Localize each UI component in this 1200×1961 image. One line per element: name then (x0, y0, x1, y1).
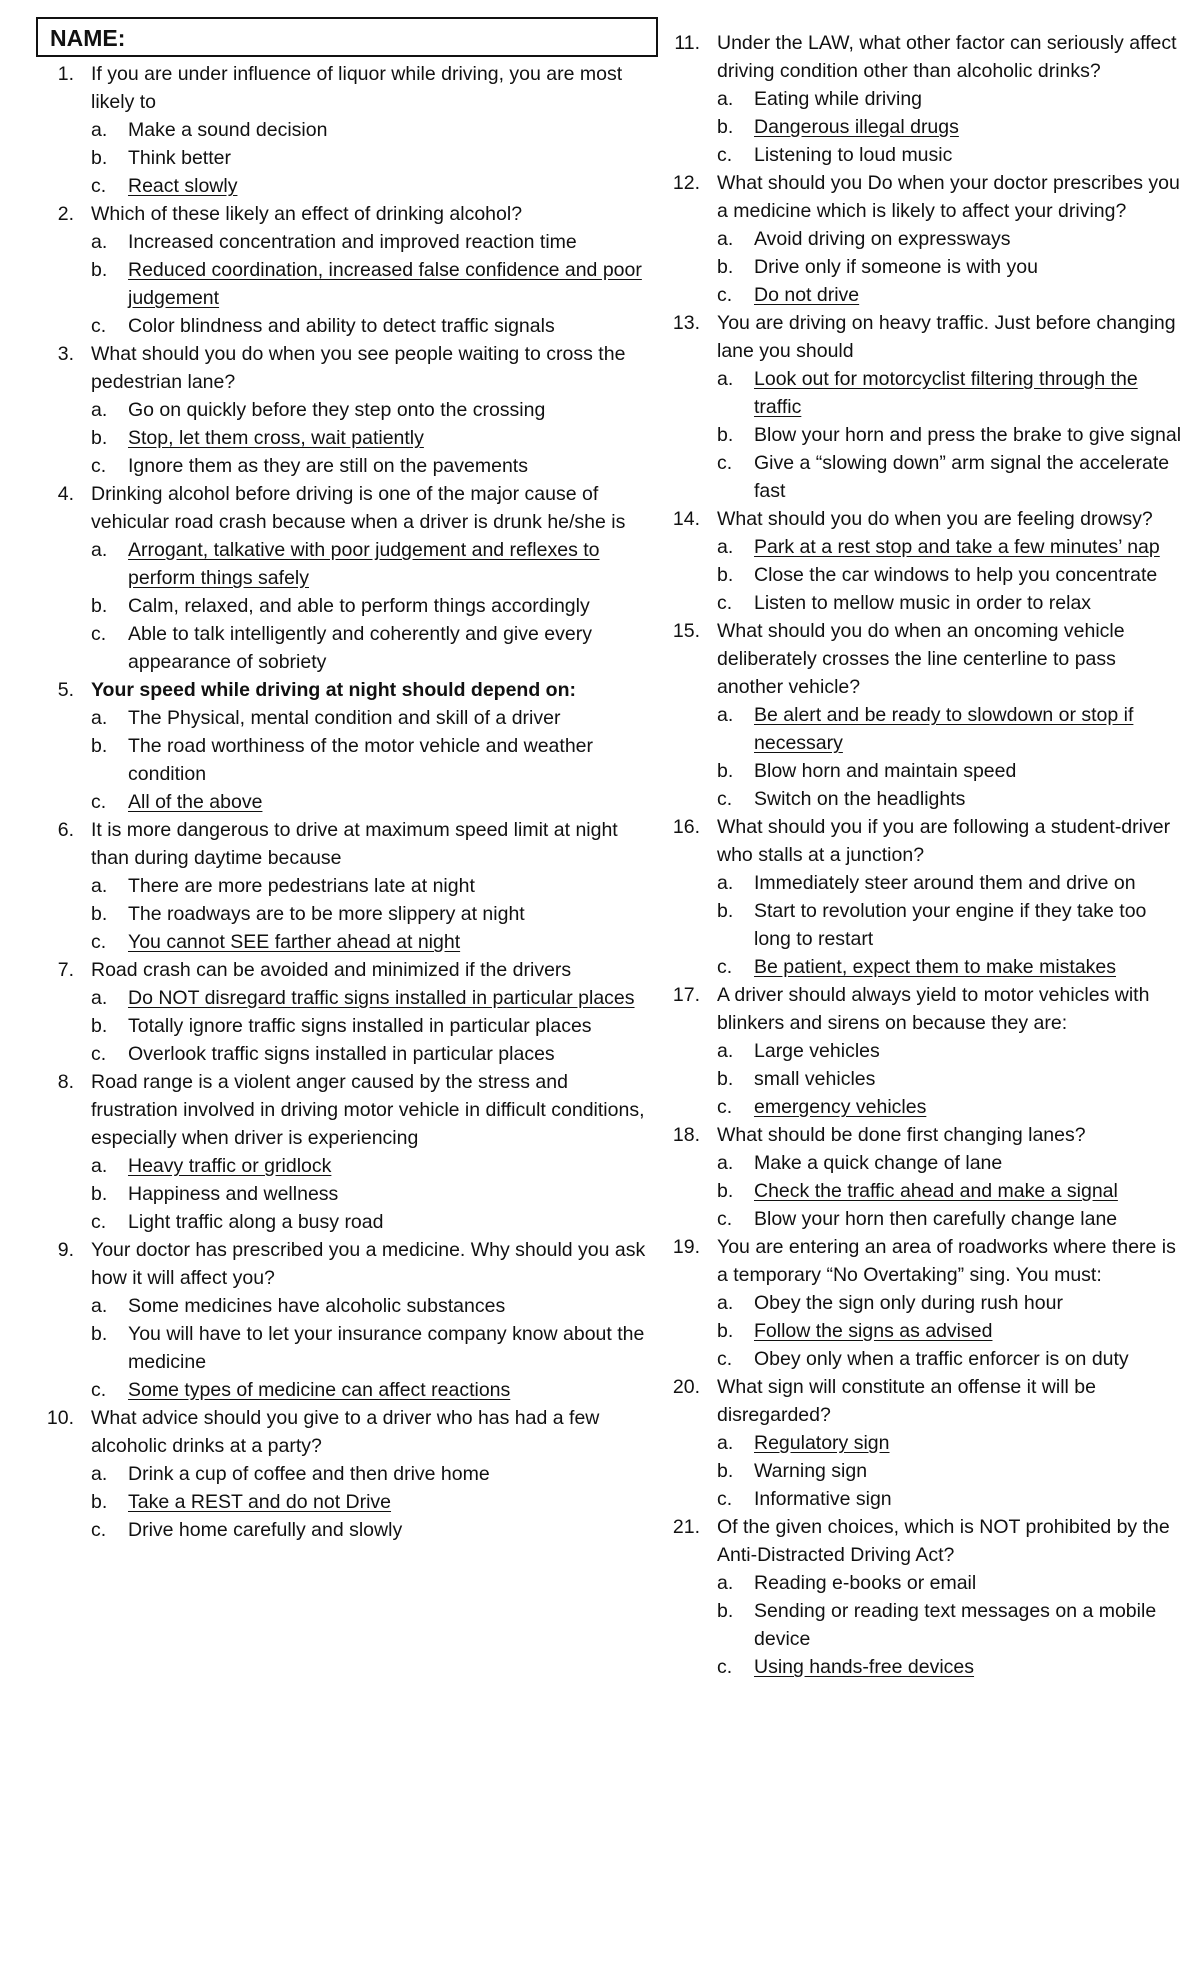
question-text: Of the given choices, which is NOT prohibited by the Anti-Distracted Driving Act? (717, 1516, 1170, 1566)
answer-option[interactable] (717, 141, 1182, 169)
question-number: 17. (672, 984, 700, 1006)
answer-option[interactable] (717, 1485, 1182, 1513)
option-text: Large vehicles (754, 1040, 880, 1062)
question-text: What should you do when you see people waiting to cross the pedestrian lane? (91, 343, 626, 393)
answer-option[interactable] (91, 144, 656, 172)
answer-options (717, 1289, 1182, 1373)
option-letter: c. (717, 956, 733, 978)
question-number: 16. (672, 816, 700, 838)
answer-options (91, 1460, 656, 1544)
option-letter: b. (91, 1323, 108, 1345)
question-number: 15. (672, 620, 700, 642)
option-text: Drink a cup of coffee and then drive home (128, 1463, 490, 1485)
answer-options (91, 1152, 656, 1236)
answer-option[interactable] (717, 1597, 1182, 1653)
answer-option-correct[interactable] (91, 1376, 656, 1404)
answer-options (91, 872, 656, 956)
option-text: Do NOT disregard traffic signs installed in particular places (128, 987, 635, 1009)
question-number: 6. (57, 819, 74, 841)
question-item (662, 1513, 1182, 1681)
question-number: 4. (57, 483, 74, 505)
name-field[interactable] (36, 17, 658, 57)
option-letter: c. (91, 1211, 107, 1233)
option-text: Increased concentration and improved reaction time (128, 231, 577, 253)
question-text: Which of these likely an effect of drinking alcohol? (91, 203, 523, 225)
question-item (662, 813, 1182, 981)
option-text: Drive only if someone is with you (754, 256, 1038, 278)
question-text: Road crash can be avoided and minimized if the drivers (91, 959, 572, 981)
answer-option[interactable] (717, 869, 1182, 897)
answer-option[interactable] (91, 396, 656, 424)
question-item (36, 676, 656, 816)
option-letter: c. (717, 284, 733, 306)
answer-option[interactable] (717, 1345, 1182, 1373)
option-letter: a. (717, 88, 734, 110)
answer-option-correct[interactable] (91, 536, 656, 592)
option-letter: b. (91, 1015, 108, 1037)
answer-option[interactable] (91, 872, 656, 900)
answer-option[interactable] (717, 561, 1182, 589)
answer-option[interactable] (91, 228, 656, 256)
option-text: Arrogant, talkative with poor judgement and reflexes to perform things safely (128, 539, 600, 589)
answer-option[interactable] (717, 1149, 1182, 1177)
option-text: Blow horn and maintain speed (754, 760, 1017, 782)
option-text: Follow the signs as advised (754, 1320, 993, 1342)
left-column (36, 0, 656, 1544)
question-text: What should you do when you are feeling drowsy? (717, 508, 1153, 530)
answer-options (717, 365, 1182, 505)
answer-options (91, 704, 656, 816)
option-text: Listen to mellow music in order to relax (754, 592, 1092, 614)
option-letter: c. (91, 315, 107, 337)
answer-options (717, 701, 1182, 813)
option-letter: c. (717, 452, 733, 474)
question-text: What sign will constitute an offense it will be disregarded? (717, 1376, 1096, 1426)
question-number: 19. (672, 1236, 700, 1258)
option-text: Be alert and be ready to slowdown or stop if necessary (754, 704, 1134, 754)
question-number: 2. (57, 203, 74, 225)
option-text: The roadways are to be more slippery at night (128, 903, 525, 925)
option-text: Do not drive (754, 284, 860, 306)
option-text: Some medicines have alcoholic substances (128, 1295, 506, 1317)
option-text: Ignore them as they are still on the pavements (128, 455, 528, 477)
option-letter: c. (717, 1348, 733, 1370)
answer-option[interactable] (91, 1208, 656, 1236)
option-letter: a. (717, 872, 734, 894)
answer-option[interactable] (717, 1289, 1182, 1317)
question-number: 3. (57, 343, 74, 365)
option-letter: b. (717, 1320, 734, 1342)
option-letter: a. (91, 119, 108, 141)
answer-option-correct[interactable] (91, 928, 656, 956)
question-item (662, 1373, 1182, 1513)
answer-options (91, 396, 656, 480)
answer-option[interactable] (717, 253, 1182, 281)
option-letter: b. (91, 595, 108, 617)
answer-option-correct[interactable] (717, 1177, 1182, 1205)
option-text: Dangerous illegal drugs (754, 116, 959, 138)
answer-options (91, 1292, 656, 1404)
option-text: Stop, let them cross, wait patiently (128, 427, 424, 449)
answer-option-correct[interactable] (717, 1429, 1182, 1457)
option-letter: c. (717, 1488, 733, 1510)
name-label: NAME: (50, 25, 126, 51)
question-number: 8. (57, 1071, 74, 1093)
answer-option-correct[interactable] (717, 1093, 1182, 1121)
answer-option[interactable] (91, 1320, 656, 1376)
question-list-left (36, 60, 656, 1544)
question-item (36, 200, 656, 340)
option-text: emergency vehicles (754, 1096, 927, 1118)
option-text: Take a REST and do not Drive (128, 1491, 392, 1513)
answer-options (91, 228, 656, 340)
answer-options (717, 1429, 1182, 1513)
option-letter: a. (91, 1463, 108, 1485)
answer-option-correct[interactable] (717, 281, 1182, 309)
question-item (662, 309, 1182, 505)
option-text: There are more pedestrians late at night (128, 875, 475, 897)
question-number: 11. (674, 32, 700, 54)
question-text: A driver should always yield to motor vehicles with blinkers and sirens on because they are: (717, 984, 1150, 1034)
answer-option[interactable] (91, 312, 656, 340)
option-letter: a. (91, 231, 108, 253)
option-text: Color blindness and ability to detect traffic signals (128, 315, 555, 337)
option-text: Informative sign (754, 1488, 892, 1510)
option-text: Totally ignore traffic signs installed in particular places (128, 1015, 592, 1037)
answer-option-correct[interactable] (717, 533, 1182, 561)
option-letter: b. (91, 903, 108, 925)
option-letter: a. (91, 987, 108, 1009)
answer-option[interactable] (91, 1292, 656, 1320)
question-text: What should you if you are following a student-driver who stalls at a junction? (717, 816, 1171, 866)
option-letter: a. (91, 1155, 108, 1177)
answer-option[interactable] (717, 1065, 1182, 1093)
answer-option-correct[interactable] (91, 1152, 656, 1180)
question-item (36, 480, 656, 676)
question-text: You are entering an area of roadworks where there is a temporary “No Overtaking” sing. You must: (717, 1236, 1176, 1286)
answer-options (717, 533, 1182, 617)
option-text: Be patient, expect them to make mistakes (754, 956, 1117, 978)
option-letter: a. (717, 536, 734, 558)
option-letter: b. (717, 760, 734, 782)
answer-options (717, 1037, 1182, 1121)
question-text: Your speed while driving at night should depend on: (91, 679, 576, 701)
option-text: small vehicles (754, 1068, 876, 1090)
answer-options (717, 85, 1182, 169)
answer-option[interactable] (91, 620, 656, 676)
answer-option[interactable] (91, 116, 656, 144)
answer-option-correct[interactable] (91, 1488, 656, 1516)
question-item (36, 816, 656, 956)
option-text: Heavy traffic or gridlock (128, 1155, 332, 1177)
option-text: Make a quick change of lane (754, 1152, 1003, 1174)
question-text: If you are under influence of liquor while driving, you are most likely to (91, 63, 623, 113)
option-letter: b. (717, 564, 734, 586)
option-text: Listening to loud music (754, 144, 953, 166)
question-text: What advice should you give to a driver who has had a few alcoholic drinks at a party? (91, 1407, 600, 1457)
option-letter: c. (717, 1656, 733, 1678)
option-text: Reading e-books or email (754, 1572, 977, 1594)
option-letter: b. (91, 259, 108, 281)
option-text: Eating while driving (754, 88, 923, 110)
answer-option[interactable] (717, 85, 1182, 113)
option-letter: b. (91, 147, 108, 169)
option-letter: a. (717, 1152, 734, 1174)
question-item (36, 340, 656, 480)
option-letter: c. (717, 592, 733, 614)
answer-option[interactable] (717, 1569, 1182, 1597)
option-text: Close the car windows to help you concentrate (754, 564, 1158, 586)
option-letter: c. (717, 788, 733, 810)
question-item (36, 60, 656, 200)
option-letter: b. (717, 116, 734, 138)
question-text: You are driving on heavy traffic. Just before changing lane you should (717, 312, 1176, 362)
option-letter: b. (717, 900, 734, 922)
answer-option[interactable] (91, 1180, 656, 1208)
question-text: Drinking alcohol before driving is one of the major cause of vehicular road crash because when a driver is drunk he/she is (91, 483, 626, 533)
option-text: You will have to let your insurance company know about the medicine (128, 1323, 645, 1373)
option-letter: c. (717, 1208, 733, 1230)
option-letter: b. (717, 424, 734, 446)
answer-option[interactable] (91, 1460, 656, 1488)
option-letter: a. (91, 539, 108, 561)
option-text: Give a “slowing down” arm signal the accelerate fast (754, 452, 1170, 502)
answer-options (91, 116, 656, 200)
option-letter: b. (91, 427, 108, 449)
question-item (36, 1404, 656, 1544)
answer-options (717, 1569, 1182, 1681)
option-text: Reduced coordination, increased false confidence and poor judgement (128, 259, 642, 309)
option-letter: a. (717, 228, 734, 250)
answer-option[interactable] (91, 900, 656, 928)
option-letter: c. (91, 1519, 107, 1541)
option-letter: c. (91, 1379, 107, 1401)
answer-option[interactable] (717, 757, 1182, 785)
answer-option-correct[interactable] (91, 424, 656, 452)
answer-option[interactable] (717, 897, 1182, 953)
option-text: Make a sound decision (128, 119, 328, 141)
option-letter: b. (717, 1600, 734, 1622)
option-text: Warning sign (754, 1460, 868, 1482)
option-text: The road worthiness of the motor vehicle and weather condition (128, 735, 594, 785)
answer-option-correct[interactable] (717, 113, 1182, 141)
option-text: Sending or reading text messages on a mobile device (754, 1600, 1157, 1650)
option-text: Light traffic along a busy road (128, 1211, 384, 1233)
option-text: Regulatory sign (754, 1432, 890, 1454)
option-letter: c. (91, 175, 107, 197)
question-text: It is more dangerous to drive at maximum speed limit at night than during daytime because (91, 819, 618, 869)
option-text: Switch on the headlights (754, 788, 966, 810)
question-item (662, 617, 1182, 813)
option-text: Overlook traffic signs installed in particular places (128, 1043, 555, 1065)
answer-options (717, 1149, 1182, 1233)
answer-option-correct[interactable] (717, 365, 1182, 421)
question-number: 13. (672, 312, 700, 334)
answer-option[interactable] (717, 1457, 1182, 1485)
answer-options (91, 536, 656, 676)
question-text: Your doctor has prescribed you a medicine. Why should you ask how it will affect you? (91, 1239, 646, 1289)
question-number: 1. (57, 63, 74, 85)
answer-option[interactable] (91, 704, 656, 732)
option-text: Avoid driving on expressways (754, 228, 1011, 250)
option-text: Blow your horn and press the brake to give signal (754, 424, 1182, 446)
option-letter: a. (91, 875, 108, 897)
option-letter: b. (717, 256, 734, 278)
option-letter: c. (91, 791, 107, 813)
question-item (662, 29, 1182, 169)
question-text: What should be done first changing lanes? (717, 1124, 1086, 1146)
answer-option-correct[interactable] (91, 256, 656, 312)
question-number: 7. (57, 959, 74, 981)
option-text: Look out for motorcyclist filtering through the traffic (754, 368, 1138, 418)
option-text: Park at a rest stop and take a few minutes’ nap (754, 536, 1160, 558)
answer-option[interactable] (91, 1012, 656, 1040)
option-letter: b. (91, 1491, 108, 1513)
question-item (36, 1236, 656, 1404)
answer-option[interactable] (717, 1205, 1182, 1233)
question-number: 9. (57, 1239, 74, 1261)
answer-options (91, 984, 656, 1068)
option-letter: c. (717, 144, 733, 166)
option-letter: a. (717, 1292, 734, 1314)
answer-options (717, 869, 1182, 981)
option-text: Able to talk intelligently and coherently and give every appearance of sobriety (128, 623, 592, 673)
question-text: Under the LAW, what other factor can seriously affect driving condition other than alcoholic drinks? (717, 32, 1177, 82)
question-number: 10. (46, 1407, 74, 1429)
answer-option-correct[interactable] (717, 1653, 1182, 1681)
answer-option-correct[interactable] (91, 172, 656, 200)
option-letter: c. (91, 931, 107, 953)
answer-option[interactable] (91, 1040, 656, 1068)
answer-option[interactable] (717, 785, 1182, 813)
answer-option[interactable] (717, 449, 1182, 505)
answer-option-correct[interactable] (91, 984, 656, 1012)
option-text: Go on quickly before they step onto the crossing (128, 399, 546, 421)
option-letter: a. (91, 707, 108, 729)
option-text: Some types of medicine can affect reactions (128, 1379, 511, 1401)
option-letter: a. (717, 1040, 734, 1062)
question-text: What should you do when an oncoming vehicle deliberately crosses the line centerline to pass another vehicle? (717, 620, 1125, 698)
option-text: Immediately steer around them and drive on (754, 872, 1136, 894)
option-letter: c. (91, 1043, 107, 1065)
option-letter: c. (91, 623, 107, 645)
answer-option[interactable] (91, 592, 656, 620)
question-number: 12. (672, 172, 700, 194)
option-letter: c. (91, 455, 107, 477)
right-column (662, 0, 1182, 1681)
question-number: 14. (672, 508, 700, 530)
option-letter: a. (91, 399, 108, 421)
question-text: What should you Do when your doctor prescribes you a medicine which is likely to affect your driving? (717, 172, 1180, 222)
option-text: Happiness and wellness (128, 1183, 339, 1205)
question-number: 20. (672, 1376, 700, 1398)
option-text: All of the above (128, 791, 263, 813)
question-number: 21. (672, 1516, 700, 1538)
option-letter: a. (91, 1295, 108, 1317)
option-text: React slowly (128, 175, 238, 197)
answer-option[interactable] (717, 225, 1182, 253)
option-letter: a. (717, 1572, 734, 1594)
option-text: Think better (128, 147, 231, 169)
option-letter: b. (91, 1183, 108, 1205)
question-text: Road range is a violent anger caused by the stress and frustration involved in driving motor vehicle in difficult conditions, especially when driver is experiencing (91, 1071, 645, 1149)
option-letter: a. (717, 1432, 734, 1454)
option-text: The Physical, mental condition and skill of a driver (128, 707, 561, 729)
option-text: Calm, relaxed, and able to perform things accordingly (128, 595, 590, 617)
answer-option-correct[interactable] (717, 701, 1182, 757)
answer-option[interactable] (717, 421, 1182, 449)
option-letter: a. (717, 368, 734, 390)
option-letter: b. (717, 1180, 734, 1202)
option-text: Obey only when a traffic enforcer is on duty (754, 1348, 1129, 1370)
question-item (662, 169, 1182, 309)
answer-option[interactable] (91, 1516, 656, 1544)
question-number: 18. (672, 1124, 700, 1146)
question-item (662, 1121, 1182, 1233)
option-letter: b. (717, 1460, 734, 1482)
answer-option[interactable] (91, 452, 656, 480)
answer-option-correct[interactable] (717, 953, 1182, 981)
question-item (36, 956, 656, 1068)
question-item (36, 1068, 656, 1236)
answer-options (717, 225, 1182, 309)
question-number: 5. (57, 679, 74, 701)
question-item (662, 505, 1182, 617)
answer-option[interactable] (717, 589, 1182, 617)
option-letter: c. (717, 1096, 733, 1118)
option-text: Obey the sign only during rush hour (754, 1292, 1063, 1314)
option-text: Check the traffic ahead and make a signal (754, 1180, 1118, 1202)
answer-option-correct[interactable] (91, 788, 656, 816)
question-item (662, 1233, 1182, 1373)
answer-option[interactable] (91, 732, 656, 788)
answer-option[interactable] (717, 1037, 1182, 1065)
option-text: Drive home carefully and slowly (128, 1519, 403, 1541)
option-letter: b. (91, 735, 108, 757)
option-letter: b. (717, 1068, 734, 1090)
option-letter: a. (717, 704, 734, 726)
question-list-right (662, 29, 1182, 1681)
question-item (662, 981, 1182, 1121)
option-text: Blow your horn then carefully change lane (754, 1208, 1118, 1230)
option-text: Start to revolution your engine if they take too long to restart (754, 900, 1147, 950)
answer-option-correct[interactable] (717, 1317, 1182, 1345)
option-text: Using hands-free devices (754, 1656, 975, 1678)
option-text: You cannot SEE farther ahead at night (128, 931, 461, 953)
